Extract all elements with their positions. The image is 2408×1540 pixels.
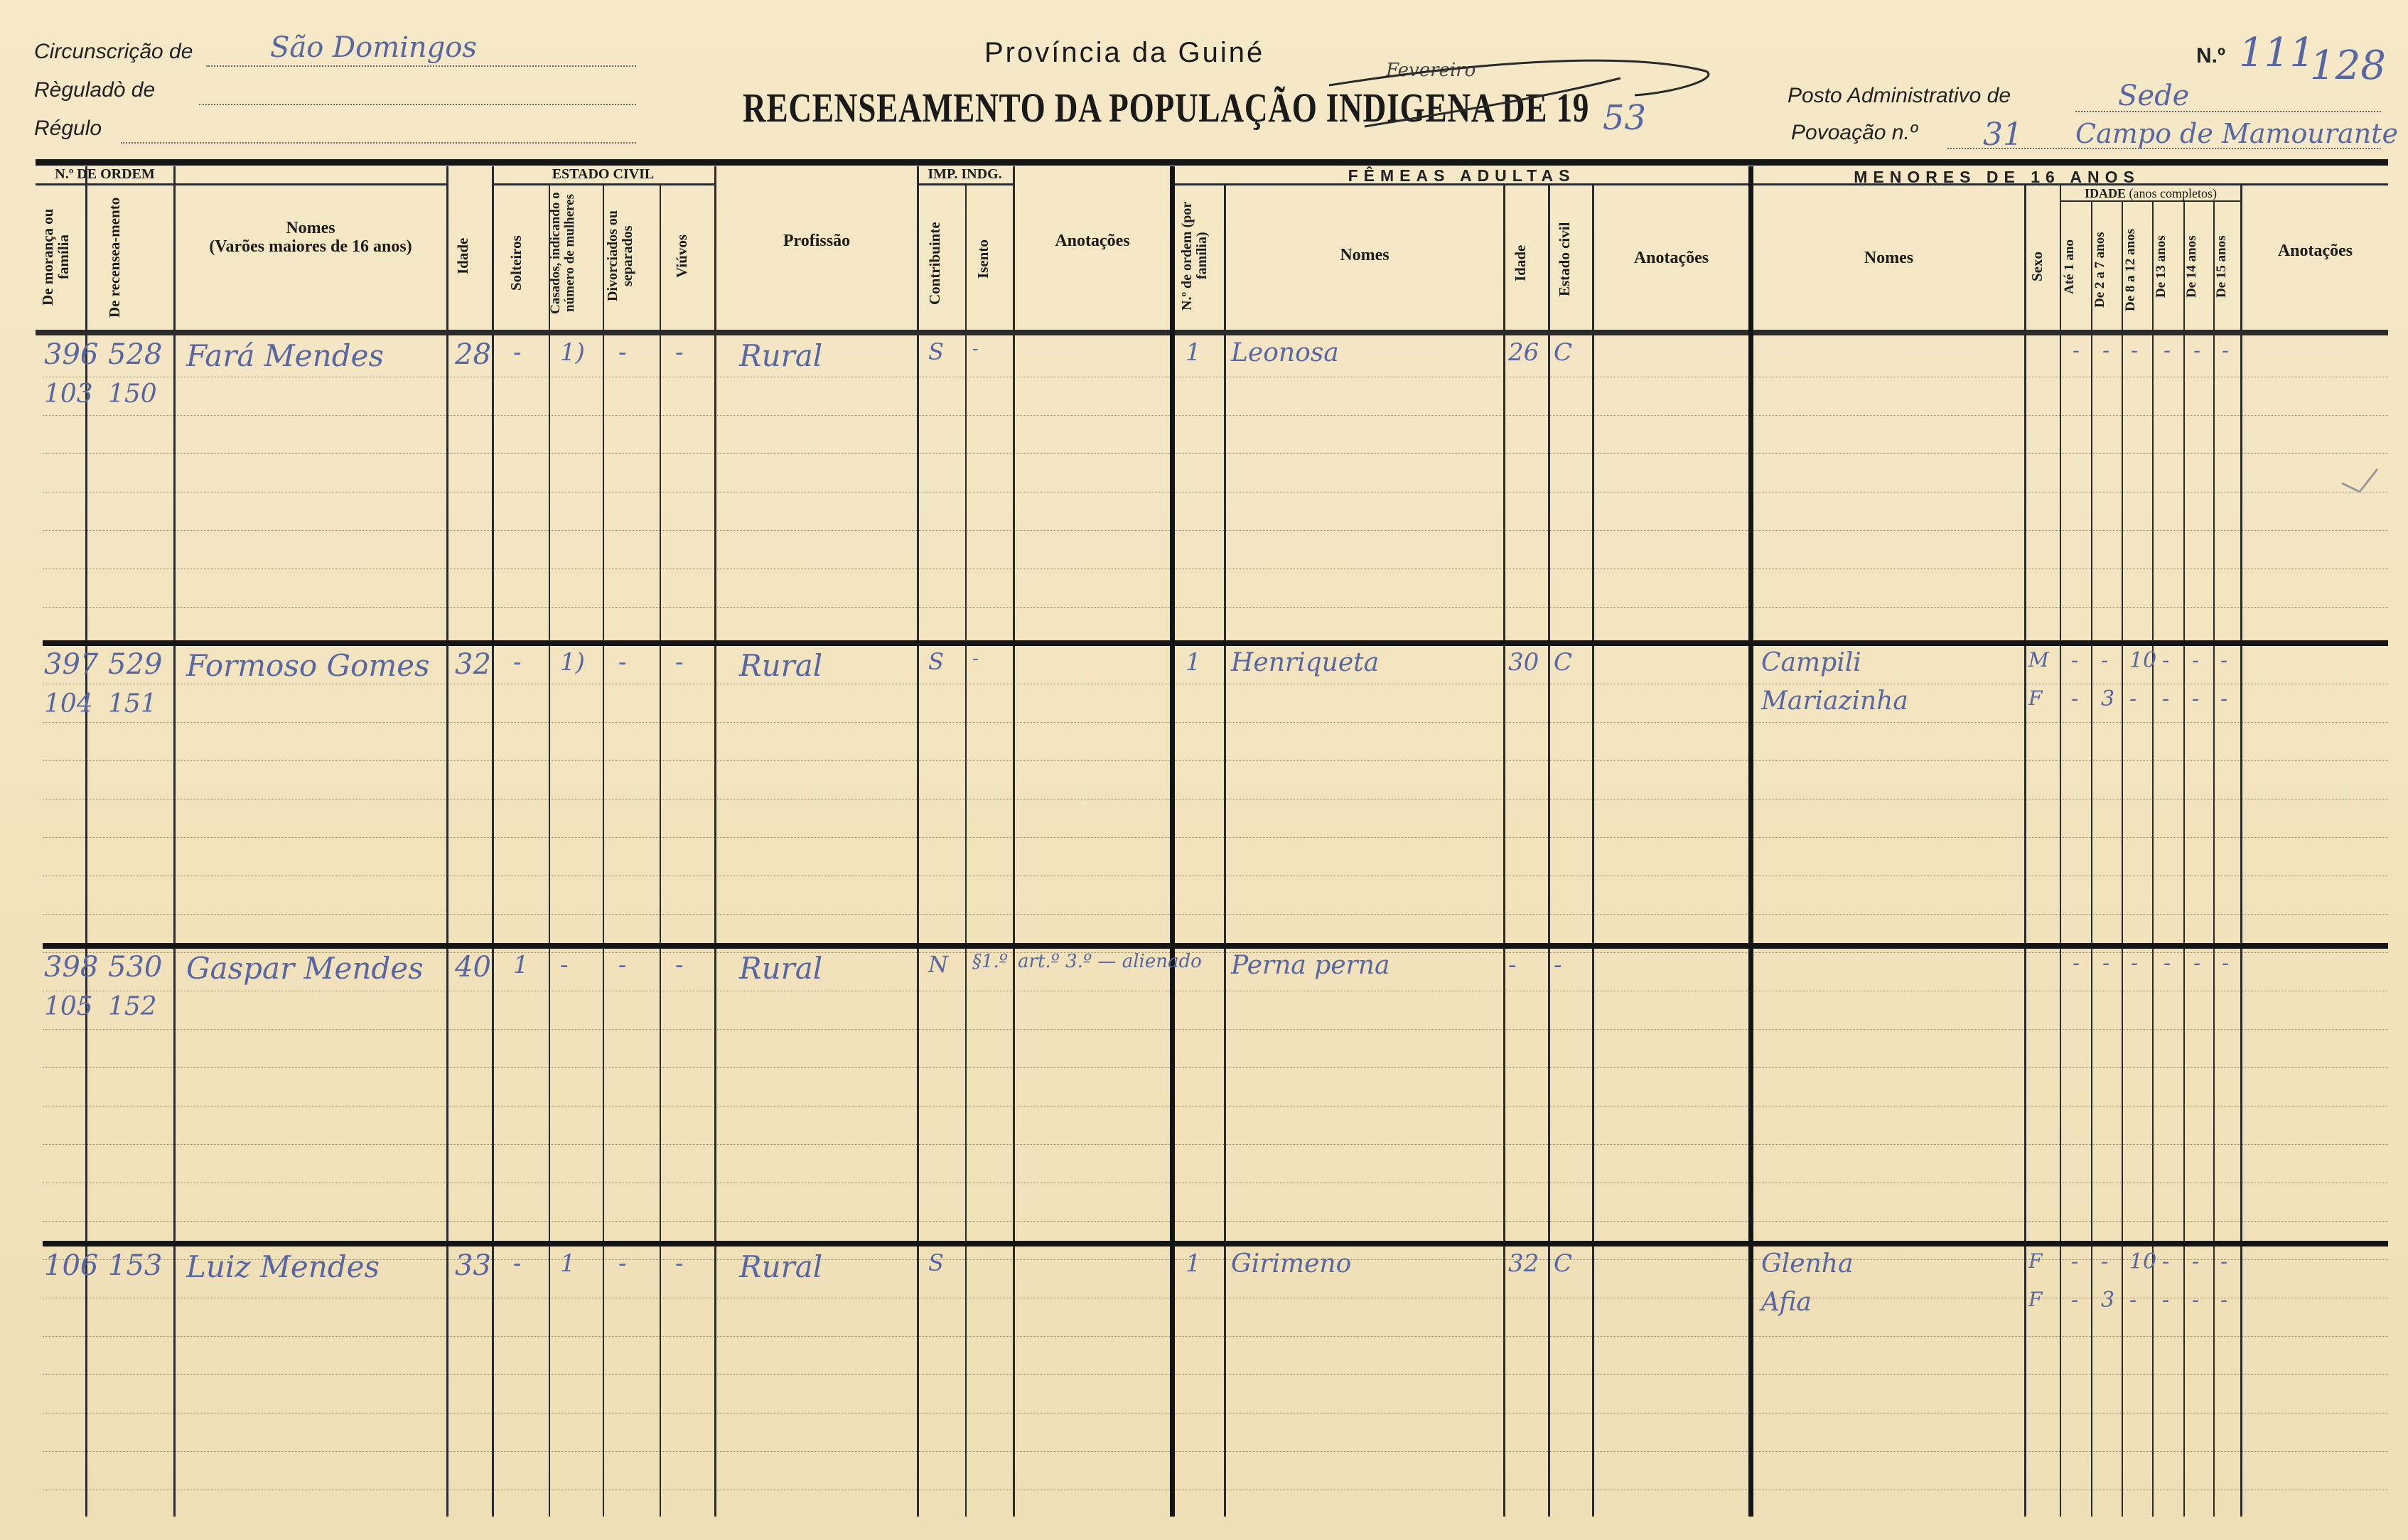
entry-m-idade: - [2192,1288,2200,1313]
header-divorciados: Divorciados ou separados [605,210,635,301]
ordem-group-rule [36,183,446,185]
col-divider [965,185,967,1517]
entry-m-idade-blank: - [2164,951,2171,976]
header-f-idade: Idade [1512,244,1529,281]
entry-recenseamento: 530 [108,951,163,984]
block-rule [43,943,2388,949]
entry-m-idade-blank: - [2222,951,2230,976]
entry-nome: Formoso Gomes [186,648,430,683]
numero-extra: 128 [2310,43,2386,89]
imp-group-rule [917,183,1013,185]
ruled-line [43,1451,2388,1452]
ruled-line [43,837,2388,838]
header-f-nomes: Nomes [1340,246,1390,264]
entry-m-idade: - [2162,686,2170,711]
census-year: 53 [1603,98,1647,138]
entry-m-idade: - [2129,686,2137,711]
header-imp-indg: IMP. INDG. [928,166,1002,182]
povoacao-name: Campo de Mamourante [2075,118,2398,149]
block-rule [43,1241,2388,1246]
entry-nome: Fará Mendes [186,338,385,373]
entry-m-idade: - [2220,686,2228,711]
header-de-14: De 14 anos [2184,235,2199,298]
header-viuvos: Viúvos [673,234,690,278]
entry-moranca-secondary: 103 [44,379,93,409]
ruled-line [43,760,2388,761]
header-ordem-group: N.º DE ORDEM [55,166,155,182]
header-estado-civil: ESTADO CIVIL [552,166,655,182]
ruled-line [43,1336,2388,1337]
header-f-anotacoes: Anotações [1633,249,1709,267]
header-nomes-line2: (Varões maiores de 16 anos) [209,237,412,257]
entry-recenseamento: 153 [108,1249,163,1282]
entry-m-idade-blank: - [2102,338,2110,363]
entry-f-idade: 32 [1508,1249,1539,1278]
header-idade: Idade [454,237,471,274]
header-femeas-adultas: FÊMEAS ADULTAS [1348,166,1576,185]
entry-m-idade: - [2071,1249,2079,1274]
header-anos-completos: (anos completos) [2129,186,2217,200]
entry-divorciado: - [618,951,627,979]
entry-m-sexo: F [2028,1249,2043,1273]
entry-divorciado: - [618,1249,627,1278]
entry-m-idade-blank: - [2131,951,2139,976]
numero-value: 111 [2239,30,2315,76]
entry-recenseamento: 528 [108,338,163,371]
circunscricao-label: Circunscrição de [34,40,193,63]
entry-f-idade: 30 [1508,648,1539,677]
entry-viuvo: - [675,338,684,367]
posto-label: Posto Administrativo de [1788,84,2011,107]
entry-m-idade-blank: - [2222,338,2230,363]
header-isento: Isento [974,239,991,279]
entry-m-idade-blank: - [2131,338,2139,363]
strike-note: Fevereiro [1386,60,1476,81]
col-divider [2213,201,2215,1517]
header-contribuinte: Contribuinte [926,222,943,306]
entry-f-idade: - [1508,951,1517,979]
entry-nome: Luiz Mendes [186,1249,380,1284]
header-ordem-familia: N.º de ordem (por família) [1179,201,1210,311]
entry-moranca: 397 [44,648,99,681]
entry-m-sexo: F [2028,686,2043,710]
entry-idade: 32 [455,648,491,681]
entry-m-idade-blank: - [2193,951,2201,976]
posto-value: Sede [2118,80,2190,112]
entry-m-idade: - [2162,648,2170,673]
entry-solteiro: - [513,1249,522,1278]
ruled-line [43,1221,2388,1222]
entry-moranca-secondary: 105 [44,992,93,1021]
col-divider [917,166,919,1517]
regulo-line [121,142,636,144]
entry-contribuinte: S [928,648,944,675]
entry-m-idade: - [2220,1249,2228,1274]
entry-m-nome: Mariazinha [1761,686,1908,716]
col-divider [446,166,448,1517]
entry-contribuinte: N [928,951,948,978]
header-menores: MENORES DE 16 ANOS [1854,168,2140,186]
header-de-2-a-7: De 2 a 7 anos [2092,232,2107,308]
ruled-line [43,1374,2388,1375]
entry-anotacoes: art.º 3.º — alienado [1018,951,1202,972]
entry-contribuinte: S [928,1249,944,1276]
col-divider [173,166,176,1517]
entry-f-ordem: 1 [1186,1249,1201,1278]
circunscricao-line [206,65,636,67]
entry-contribuinte: S [928,338,944,365]
entry-recenseamento-secondary: 150 [108,379,157,409]
entry-viuvo: - [675,1249,684,1278]
header-ate-1-ano: Até 1 ano [2062,239,2077,294]
circunscricao-value: São Domingos [270,31,477,64]
entry-m-idade: - [2220,648,2228,673]
entry-m-idade-blank: - [2073,951,2080,976]
header-anotacoes: Anotações [1055,232,1130,250]
census-title: RECENSEAMENTO DA POPULAÇÃO INDIGENA DE 19 [743,85,1590,131]
header-f-estado: Estado civil [1556,222,1573,297]
entry-moranca-secondary: 104 [44,689,93,718]
entry-m-idade-blank: - [2193,338,2201,363]
numero-label: N.º [2196,44,2225,68]
check-mark [2338,455,2381,497]
entry-m-idade-blank: - [2073,338,2080,363]
entry-recenseamento: 529 [108,648,163,681]
entry-m-idade: - [2129,1288,2137,1313]
col-divider [1592,185,1594,1517]
header-bottom-rule [36,330,2388,335]
entry-isento: - [972,338,979,360]
entry-f-estado: C [1554,338,1573,367]
entry-m-idade: - [2192,686,2200,711]
col-divider [492,166,494,1517]
header-solteiros: Solteiros [507,235,525,291]
col-divider [2183,201,2185,1517]
entry-casado: - [560,951,569,979]
ruled-line [43,415,2388,416]
entry-m-nome: Campili [1761,648,1861,677]
entry-m-idade: - [2101,648,2109,673]
entry-moranca: 106 [44,1249,99,1282]
entry-viuvo: - [675,648,684,677]
entry-f-nome: Girimeno [1231,1249,1352,1278]
province-title: Província da Guiné [984,37,1265,68]
entry-divorciado: - [618,648,627,677]
entry-solteiro: 1 [513,951,529,979]
header-ordem-moranca: De morança ou família [39,208,72,306]
regulo-label: Régulo [34,117,102,140]
entry-moranca: 396 [44,338,99,371]
entry-m-sexo: F [2028,1288,2043,1311]
entry-isento: §1.º [972,951,1009,972]
ruled-line [43,607,2388,608]
entry-f-nome: Leonosa [1231,338,1339,367]
entry-m-idade: - [2162,1288,2170,1313]
entry-recenseamento-secondary: 151 [108,689,157,718]
col-divider [2122,201,2123,1517]
col-divider [2024,185,2026,1517]
header-nomes [176,219,446,257]
entry-m-idade-blank: - [2164,338,2171,363]
entry-idade: 28 [455,338,491,371]
entry-idade: 33 [455,1249,491,1282]
entry-nome: Gaspar Mendes [186,951,424,986]
block-rule [43,640,2388,646]
entry-m-sexo: M [2028,648,2049,672]
entry-recenseamento-secondary: 152 [108,992,157,1021]
ruled-line [43,1144,2388,1145]
entry-profissao: Rural [739,648,823,683]
ruled-line [43,722,2388,723]
entry-m-idade: 10 [2129,648,2157,673]
col-divider [603,185,604,1517]
ruled-line [43,914,2388,915]
entry-casado: 1) [560,648,585,677]
header-casados: Casados, indicando o número de mulheres [548,192,577,314]
col-divider [549,185,550,1517]
col-divider [660,185,661,1517]
col-divider [1224,185,1226,1517]
entry-m-idade-blank: - [2102,951,2110,976]
entry-moranca: 398 [44,951,99,984]
entry-m-idade: - [2101,1249,2109,1274]
entry-m-idade: - [2162,1249,2170,1274]
entry-casado: 1 [560,1249,576,1278]
entry-profissao: Rural [739,1249,823,1284]
ruled-line [43,1029,2388,1030]
ink-stroke-mark [1322,21,1720,128]
col-divider [1013,166,1015,1517]
entry-casado: 1) [560,338,585,367]
entry-m-idade: 3 [2101,686,2115,711]
entry-solteiro: - [513,648,522,677]
entry-viuvo: - [675,951,684,979]
header-idade-group [2061,186,2240,201]
entry-m-idade: - [2192,648,2200,673]
entry-f-idade: 26 [1508,338,1539,367]
header-sexo: Sexo [2028,252,2046,281]
entry-m-idade: - [2071,1288,2079,1313]
entry-f-ordem: 1 [1186,648,1201,677]
entry-m-idade: - [2220,1288,2228,1313]
header-profissao: Profissão [783,232,851,250]
header-de-15: De 15 anos [2214,235,2229,298]
header-de-13: De 13 anos [2154,235,2168,298]
entry-f-estado: - [1554,951,1562,979]
povoacao-number: 31 [1983,117,2023,153]
entry-divorciado: - [618,338,627,367]
col-divider [714,166,716,1517]
entry-f-estado: C [1554,648,1573,677]
col-divider [2060,185,2061,1517]
col-divider [2240,185,2242,1517]
header-idade-label: IDADE [2085,186,2127,200]
header-de-8-a-12: De 8 a 12 anos [2123,228,2138,312]
entry-idade: 40 [455,951,491,984]
entry-profissao: Rural [739,951,823,986]
col-divider [2152,201,2154,1517]
entry-isento: - [972,648,979,669]
section-divider [1170,166,1175,1517]
entry-f-ordem: 1 [1186,338,1201,367]
ruled-line [43,530,2388,531]
entry-m-nome: Afia [1761,1288,1812,1317]
entry-m-nome: Glenha [1761,1249,1854,1278]
col-divider [2091,201,2092,1517]
col-divider [1503,185,1505,1517]
ruled-line [43,453,2388,454]
entry-m-idade: - [2071,686,2079,711]
header-m-anotacoes: Anotações [2277,242,2353,260]
estado-group-rule [492,183,714,185]
entry-solteiro: - [513,338,522,367]
section-divider [1748,166,1753,1517]
col-divider [1548,185,1550,1517]
entry-m-idade: 3 [2101,1288,2115,1313]
entry-f-estado: C [1554,1249,1573,1278]
header-ordem-recenseamento: De recensea-mento [106,197,123,318]
header-m-nomes: Nomes [1864,249,1914,267]
ruled-line [43,1413,2388,1414]
regulado-label: Règuladò de [34,78,156,102]
entry-profissao: Rural [739,338,823,373]
ruled-line [43,1067,2388,1068]
entry-m-idade: - [2192,1249,2200,1274]
regulado-line [199,104,636,105]
entry-f-nome: Perna perna [1231,951,1390,980]
header-nomes-line1: Nomes [286,219,335,237]
table-top-rule [36,159,2388,166]
entry-m-idade: - [2071,648,2079,673]
entry-m-idade: 10 [2129,1249,2157,1274]
entry-f-nome: Henriqueta [1231,648,1380,677]
povoacao-label: Povoação n.º [1791,121,1918,144]
